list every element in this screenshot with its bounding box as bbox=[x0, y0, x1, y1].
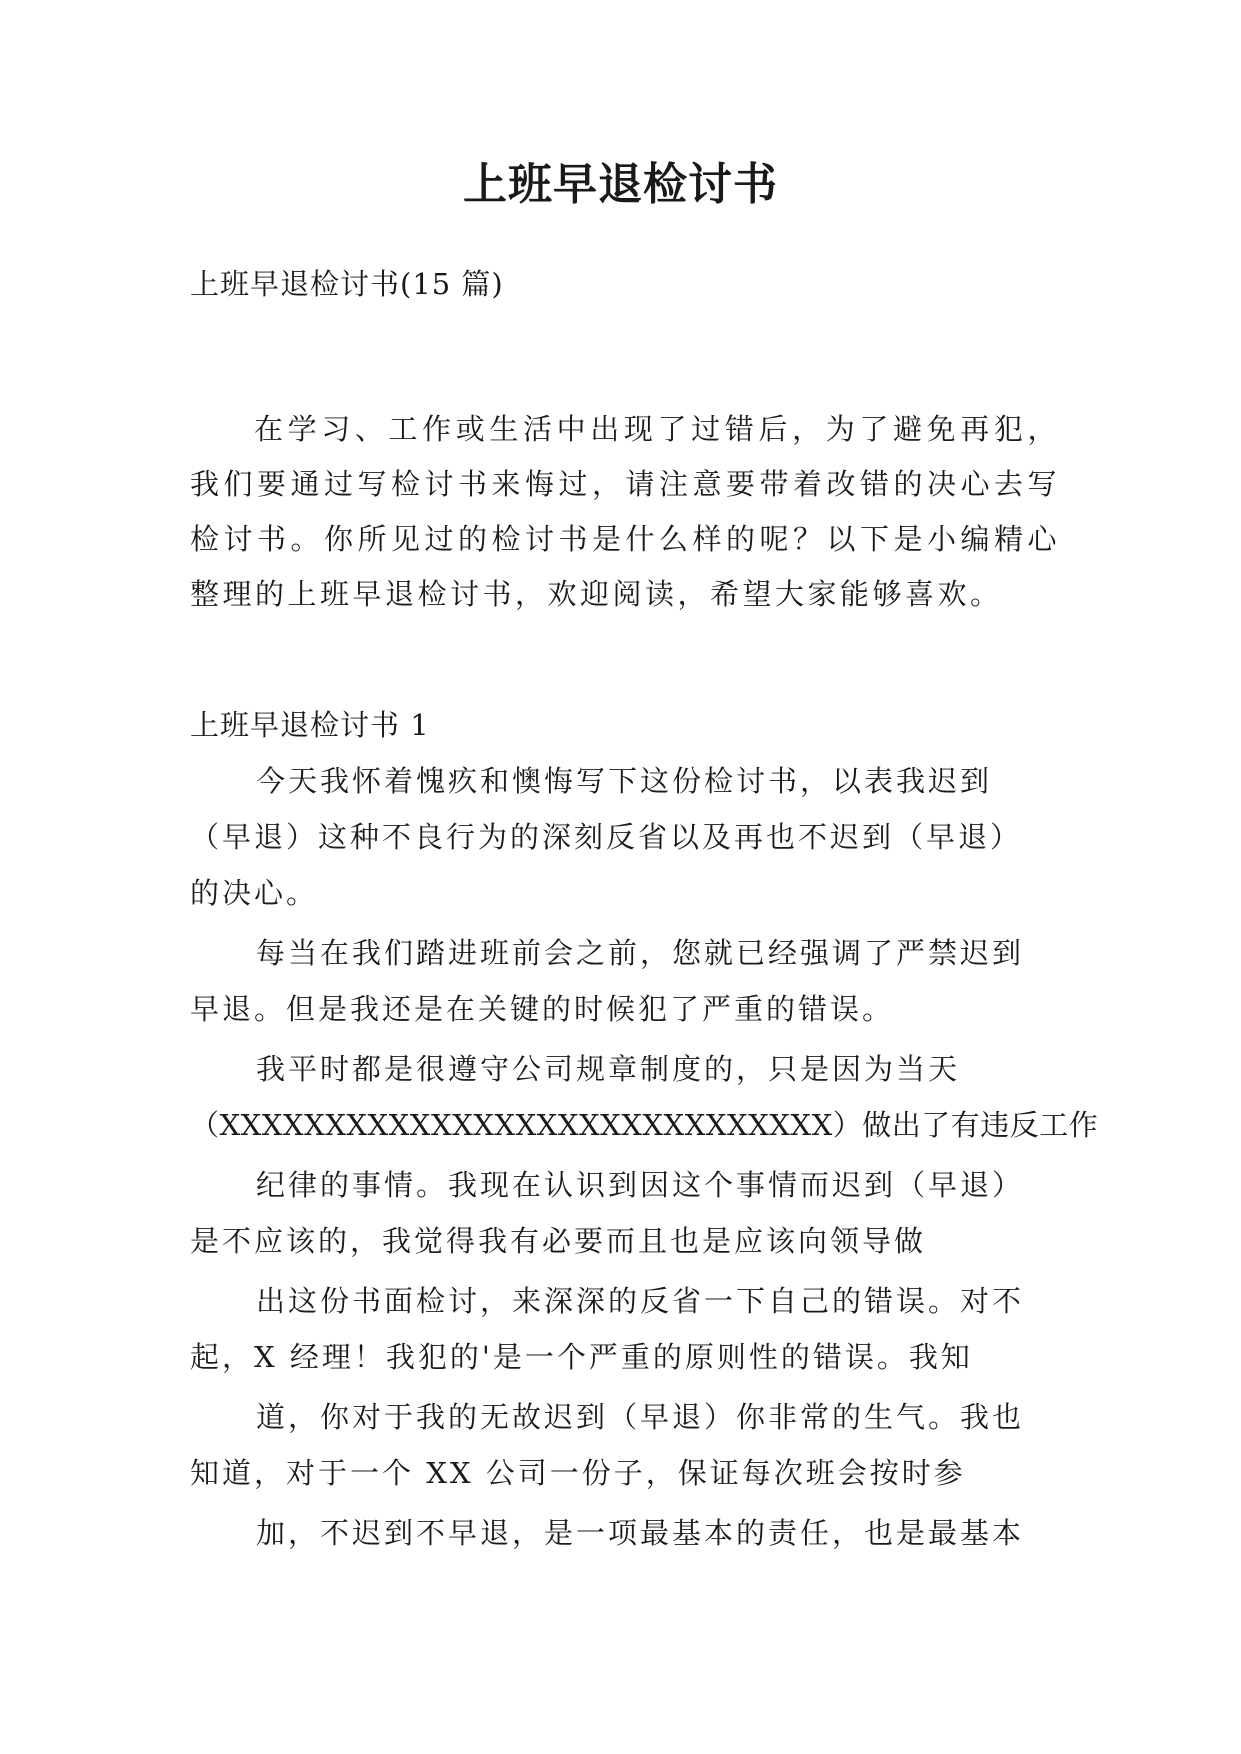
body-line: 我平时都是很遵守公司规章制度的，只是因为当天 bbox=[256, 1052, 961, 1086]
intro-paragraph: 在学习、工作或生活中出现了过错后，为了避免再犯，我们要通过写检讨书来悔过，请注意要带着改错的决心去写检讨书。你所见过的检讨书是什么样的呢？以下是小编精心整理的上班早退检讨书，欢迎阅读，希望大家能够喜欢。 bbox=[190, 412, 1060, 611]
body-line: 出这份书面检讨，来深深的反省一下自己的错误。对不 bbox=[256, 1284, 1025, 1318]
body-line: （早退）这种不良行为的深刻反省以及再也不迟到（早退） bbox=[190, 820, 1023, 854]
body-line: 是不应该的，我觉得我有必要而且也是应该向领导做 bbox=[190, 1224, 927, 1258]
body-line: 道，你对于我的无故迟到（早退）你非常的生气。我也 bbox=[256, 1400, 1025, 1434]
body-line: 起，X 经理！我犯的'是一个严重的原则性的错误。我知 bbox=[190, 1340, 973, 1374]
document-subtitle: 上班早退检讨书(15 篇) bbox=[190, 267, 504, 301]
body-line: （XXXXXXXXXXXXXXXXXXXXXXXXXXXXX）做出了有违反工作 bbox=[190, 1108, 1099, 1142]
body-line: 加，不迟到不早退，是一项最基本的责任，也是最基本 bbox=[256, 1516, 1025, 1550]
document-title: 上班早退检讨书 bbox=[463, 159, 778, 210]
body-line: 的决心。 bbox=[190, 876, 319, 910]
body-line: 早退。但是我还是在关键的时候犯了严重的错误。 bbox=[190, 992, 895, 1026]
section-heading-1: 上班早退检讨书 1 bbox=[190, 708, 430, 742]
body-line: 今天我怀着愧疚和懊悔写下这份检讨书，以表我迟到 bbox=[256, 764, 993, 798]
body-line: 纪律的事情。我现在认识到因这个事情而迟到（早退） bbox=[256, 1168, 1025, 1202]
body-line: 知道，对于一个 XX 公司一份子，保证每次班会按时参 bbox=[190, 1456, 966, 1490]
body-line: 每当在我们踏进班前会之前，您就已经强调了严禁迟到 bbox=[256, 936, 1025, 970]
